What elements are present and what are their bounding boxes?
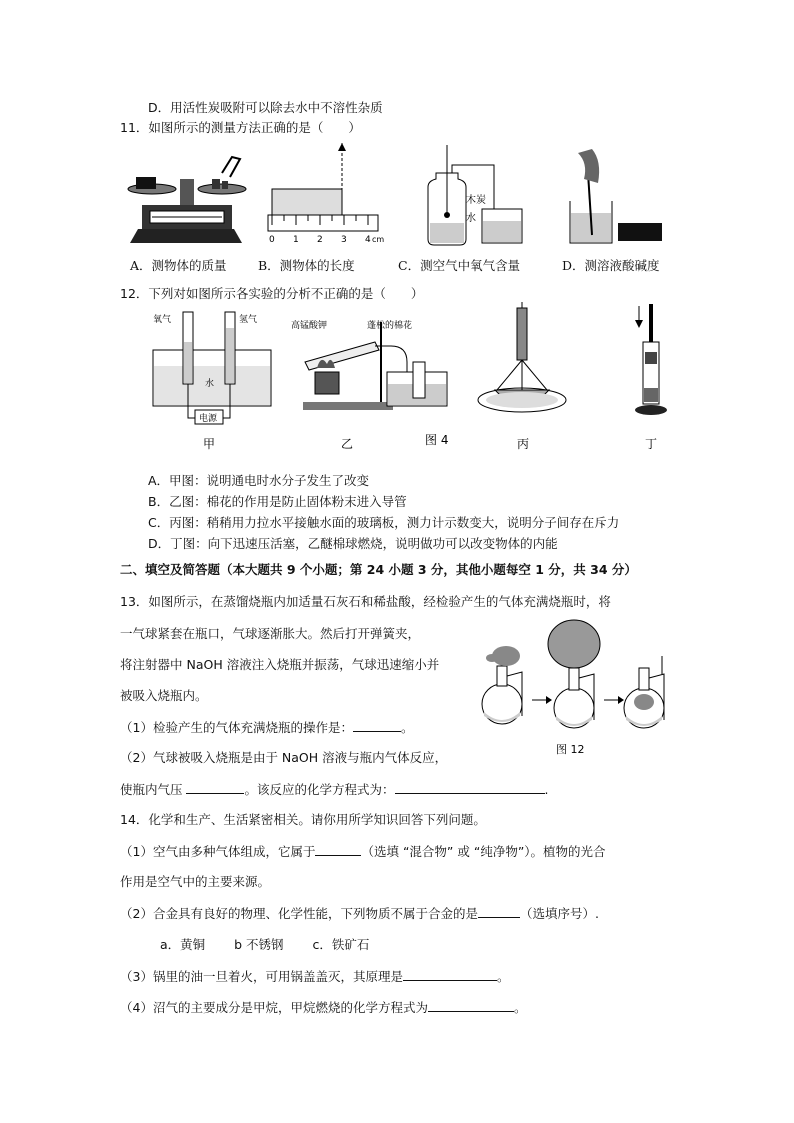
q14-s1-c: 作用是空气中的主要来源。: [120, 874, 271, 889]
label-oxygen: 氧气: [153, 315, 172, 325]
q13-sub2b-text-b: 。该反应的化学方程式为：: [244, 782, 395, 797]
oxygen-apparatus-illustration: [428, 145, 522, 245]
q11-figure: [122, 143, 682, 253]
q13-sub1: （1）检验产生的气体充满烧瓶的操作是： 。: [120, 720, 414, 735]
ruler-tick-4: 4: [365, 235, 371, 245]
q14-s2-options: a．黄铜 b 不锈钢 c．铁矿石: [160, 937, 370, 952]
q14-s1-text-a: （1）空气由多种气体组成，它属于: [120, 844, 316, 859]
q13-blank-3[interactable]: [395, 780, 545, 794]
q14-s3-text-a: （3）锅里的油一旦着火，可用锅盖盖灭，其原理是: [120, 969, 403, 984]
q10-option-d: D．用活性炭吸附可以除去水中不溶性杂质: [148, 100, 383, 115]
panel-ding: 丁: [645, 437, 658, 451]
electrolysis-illustration: [153, 312, 271, 424]
ruler-illustration: [268, 143, 384, 245]
q13-sub1-text: （1）检验产生的气体充满烧瓶的操作是：: [120, 720, 353, 735]
label-hydrogen: 氢气: [239, 315, 258, 325]
ruler-unit: cm: [372, 235, 385, 244]
q14-s1-text-b: （选填 “混合物” 或 “纯净物”）。植物的光合: [361, 844, 606, 859]
section2-heading: 二、填空及简答题（本大题共 9 个小题；第 24 小题 3 分，其他小题每空 1 分，共 34 分）: [120, 562, 637, 577]
flask-1-illustration: [482, 646, 522, 724]
q12-option-d: D．丁图：向下迅速压活塞，乙醚棉球燃烧，说明做功可以改变物体的内能: [148, 536, 558, 551]
label-water: 水: [466, 213, 476, 224]
q11-caption-d: D．测溶液酸碱度: [562, 258, 660, 273]
q14-s2-text-b: （选填序号）.: [519, 906, 599, 921]
q14-blank-1[interactable]: [315, 842, 361, 856]
q12-option-a: A．甲图：说明通电时水分子发生了改变: [148, 473, 370, 488]
ruler-tick-1: 1: [293, 235, 299, 245]
ph-test-illustration: [570, 149, 662, 243]
q12-option-b: B．乙图：棉花的作用是防止固体粉末进入导管: [148, 494, 407, 509]
label-charcoal: 木炭: [466, 195, 486, 206]
q11-caption-c: C．测空气中氧气含量: [398, 258, 521, 273]
q12-figure: [145, 302, 680, 452]
q13-blank-1[interactable]: [353, 718, 401, 732]
fig4-label: 图 4: [425, 433, 449, 447]
q13-figure: [476, 616, 676, 758]
balance-illustration: [128, 157, 246, 243]
q14-sub2: [120, 904, 599, 923]
q12-option-c: C．丙图：稍稍用力拉水平接触水面的玻璃板，测力计示数变大，说明分子间存在斥力: [148, 515, 620, 530]
label-water-jia: 水: [205, 379, 215, 389]
q13-sub2: （2）气球被吸入烧瓶是由于 NaOH 溶液与瓶内气体反应，: [120, 750, 448, 765]
q11-caption-b: B．测物体的长度: [258, 258, 355, 273]
q14-sub1: [120, 842, 606, 861]
q13-line2: 一气球紧套在瓶口，气球逐渐胀大。然后打开弹簧夹，: [120, 626, 421, 641]
q11-stem: 11．如图所示的测量方法正确的是（ ）: [120, 120, 361, 135]
ruler-tick-2: 2: [317, 235, 323, 245]
fig12-label: 图 12: [556, 743, 585, 756]
q14-blank-4[interactable]: [428, 998, 514, 1012]
q14-blank-2[interactable]: [478, 904, 520, 918]
q14-s4-text-a: （4）沼气的主要成分是甲烷，甲烷燃烧的化学方程式为: [120, 1000, 428, 1015]
q13-sub2b-text-a: 使瓶内气压: [120, 782, 187, 797]
q14-sub4: （4）沼气的主要成分是甲烷，甲烷燃烧的化学方程式为 。: [120, 1000, 527, 1015]
q14-stem: 14．化学和生产、生活紧密相关。请你用所学知识回答下列问题。: [120, 812, 486, 827]
panel-yi: 乙: [341, 437, 354, 451]
label-kmno4: 高锰酸钾: [291, 321, 328, 331]
panel-jia: 甲: [203, 437, 216, 451]
q13-line1: 13．如图所示，在蒸馏烧瓶内加适量石灰石和稀盐酸，经检验产生的气体充满烧瓶时，将: [120, 594, 611, 609]
q12-stem: 12．下列对如图所示各实验的分析不正确的是（ ）: [120, 286, 424, 301]
label-power: 电源: [199, 414, 218, 424]
glass-plate-illustration: [478, 302, 566, 412]
q13-line4: 被吸入烧瓶内。: [120, 688, 208, 703]
q13-line3: 将注射器中 NaOH 溶液注入烧瓶并振荡，气球迅速缩小并: [120, 657, 440, 672]
q14-blank-3[interactable]: [403, 967, 497, 981]
ruler-tick-0: 0: [269, 235, 275, 245]
kmno4-heating-illustration: [291, 319, 447, 410]
q13-sub2b: 使瓶内气压 。该反应的化学方程式为： .: [120, 782, 549, 797]
q13-blank-2[interactable]: [186, 780, 244, 794]
compression-tube-illustration: [635, 304, 667, 415]
q11-caption-a: A．测物体的质量: [130, 258, 227, 273]
q14-sub3: （3）锅里的油一旦着火，可用锅盖盖灭，其原理是 。: [120, 969, 510, 984]
flask-3-illustration: [624, 656, 664, 728]
panel-bing: 丙: [517, 437, 530, 451]
ruler-tick-3: 3: [341, 235, 347, 245]
label-cotton: 蓬松的棉花: [367, 321, 413, 331]
flask-2-illustration: [548, 620, 600, 728]
q14-s2-text-a: （2）合金具有良好的物理、化学性能，下列物质不属于合金的是: [120, 906, 478, 921]
